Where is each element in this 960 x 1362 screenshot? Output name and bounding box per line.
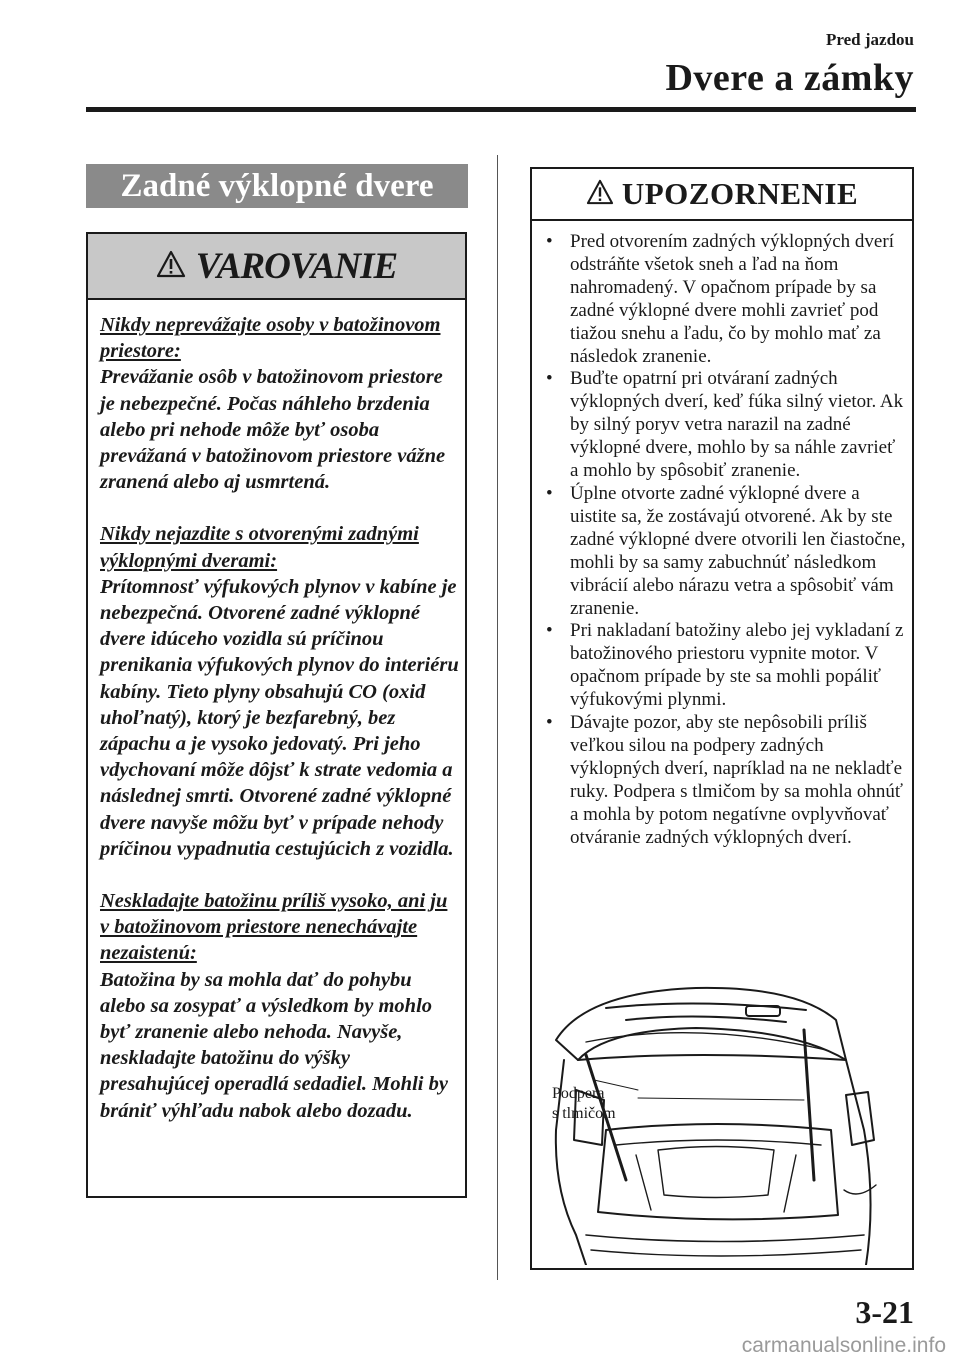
open-tailgate-drawing [546, 980, 906, 1265]
warning-triangle-icon [156, 250, 186, 283]
warning-paragraph [100, 312, 460, 495]
page-number: 3-21 [855, 1294, 914, 1330]
strut-label-line2: s tlmičom [552, 1105, 616, 1122]
section-heading-text: Zadné výklopné dvere [120, 167, 434, 204]
header-rule [86, 107, 916, 112]
strut-label-line1: Podpera [552, 1085, 605, 1102]
caution-title: UPOZORNENIE [621, 176, 859, 211]
warning-paragraph-heading: Neskladajte batožinu príliš vysoko, ani ju v batožinovom priestore nenechávajte nezaistenú: [100, 890, 448, 965]
bullet-icon: • [546, 620, 553, 642]
watermark: carmanualsonline.info [741, 1334, 946, 1357]
list-item [546, 620, 906, 712]
bullet-icon: • [546, 482, 553, 504]
warning-triangle-icon [586, 179, 614, 210]
list-item-text: Pri nakladaní batožiny alebo jej vykladaní z batožinového priestoru vypnite motor. V opačnom prípade by ste sa mohli popáliť výfukovými plynmi. [570, 620, 904, 711]
list-item-text: Pred otvorením zadných výklopných dverí odstráňte všetok sneh a ľad na ňom nahromadený. V opačnom prípade by sa zadné výklopné dvere mohli zavrieť pod tiažou snehu a ľadu, čo by mohlo mať za následok zranenie. [570, 231, 894, 367]
warning-paragraph-heading: Nikdy neprevážajte osoby v batožinovom priestore: [100, 314, 441, 363]
running-header-title: Dvere a zámky [665, 57, 914, 99]
column-divider [497, 155, 498, 1280]
warning-paragraph-text: Prítomnosť výfukových plynov v kabíne je nebezpečná. Otvorené zadné výklopné dvere idúceho vozidla sú príčinou prenikania výfukových plynov do interiéru kabíny. Tieto plyny obsahujú CO (oxid uhoľnatý), ktorý je bezfarebný, bez zápachu a je vysoko jedovatý. Pri jeho vdychovaní môže dôjsť k strate vedomia a následnej smrti. Otvorené zadné výklopné dvere navyše môžu byť v prípade nehody príčinou vypadnutia cestujúcich z vozidla. [100, 575, 459, 860]
warning-body [100, 312, 460, 1150]
warning-title: VAROVANIE [195, 245, 398, 287]
warning-box [86, 232, 467, 1198]
list-item-text: Buďte opatrní pri otváraní zadných výklopných dverí, keď fúka silný vietor. Ak by silný poryv vetra narazil na zadné výklopné dvere, mohlo by sa náhle zavrieť a mohlo by spôsobiť zranenie. [570, 368, 904, 482]
bullet-icon: • [546, 712, 553, 734]
list-item [546, 712, 906, 849]
warning-paragraph-heading: Nikdy nejazdite s otvorenými zadnými výklopnými dverami: [100, 523, 419, 572]
running-header-subtitle: Pred jazdou [826, 30, 914, 49]
tailgate-illustration [546, 980, 906, 1265]
section-heading [86, 164, 468, 208]
warning-paragraph-text: Prevážanie osôb v batožinovom priestore je nebezpečné. Počas náhleho brzdenia alebo pri nehode môže byť osoba prevážaná v batožinovom priestore vážne zranená alebo aj usmrtená. [100, 366, 446, 494]
list-item [546, 368, 906, 483]
caution-header [532, 169, 912, 221]
list-item [546, 231, 906, 368]
list-item [546, 483, 906, 620]
warning-paragraph-text: Batožina by sa mohla dať do pohybu alebo sa zosypať a výsledkom by mohlo byť zranenie alebo nehoda. Navyše, neskladajte batožinu do výšky presahujúcej operadlá sedadiel. Mohli by brániť výhľadu nabok alebo dozadu. [100, 968, 448, 1122]
warning-paragraph [100, 888, 460, 1124]
bullet-icon: • [546, 231, 553, 252]
bullet-icon: • [546, 368, 553, 390]
caution-list [546, 231, 906, 849]
warning-paragraph [100, 521, 460, 862]
list-item-text: Dávajte pozor, aby ste nepôsobili príliš veľkou silou na podpery zadných výklopných dverí, napríklad na ne nekladťe ruky. Podpera s tlmičom by sa mohla ohnúť a mohla by potom negatívne ovplyvňovať otváranie zadných výklopných dverí. [570, 712, 904, 848]
list-item-text: Úplne otvorte zadné výklopné dvere a uistite sa, že zostávajú otvorené. Ak by ste zadné výklopné dvere otvorili len čiastočne, mohli by sa samy zabuchnúť následkom vibrácií alebo nárazu vetra a spôsobiť vám zranenie. [570, 482, 906, 619]
warning-header [88, 234, 465, 300]
